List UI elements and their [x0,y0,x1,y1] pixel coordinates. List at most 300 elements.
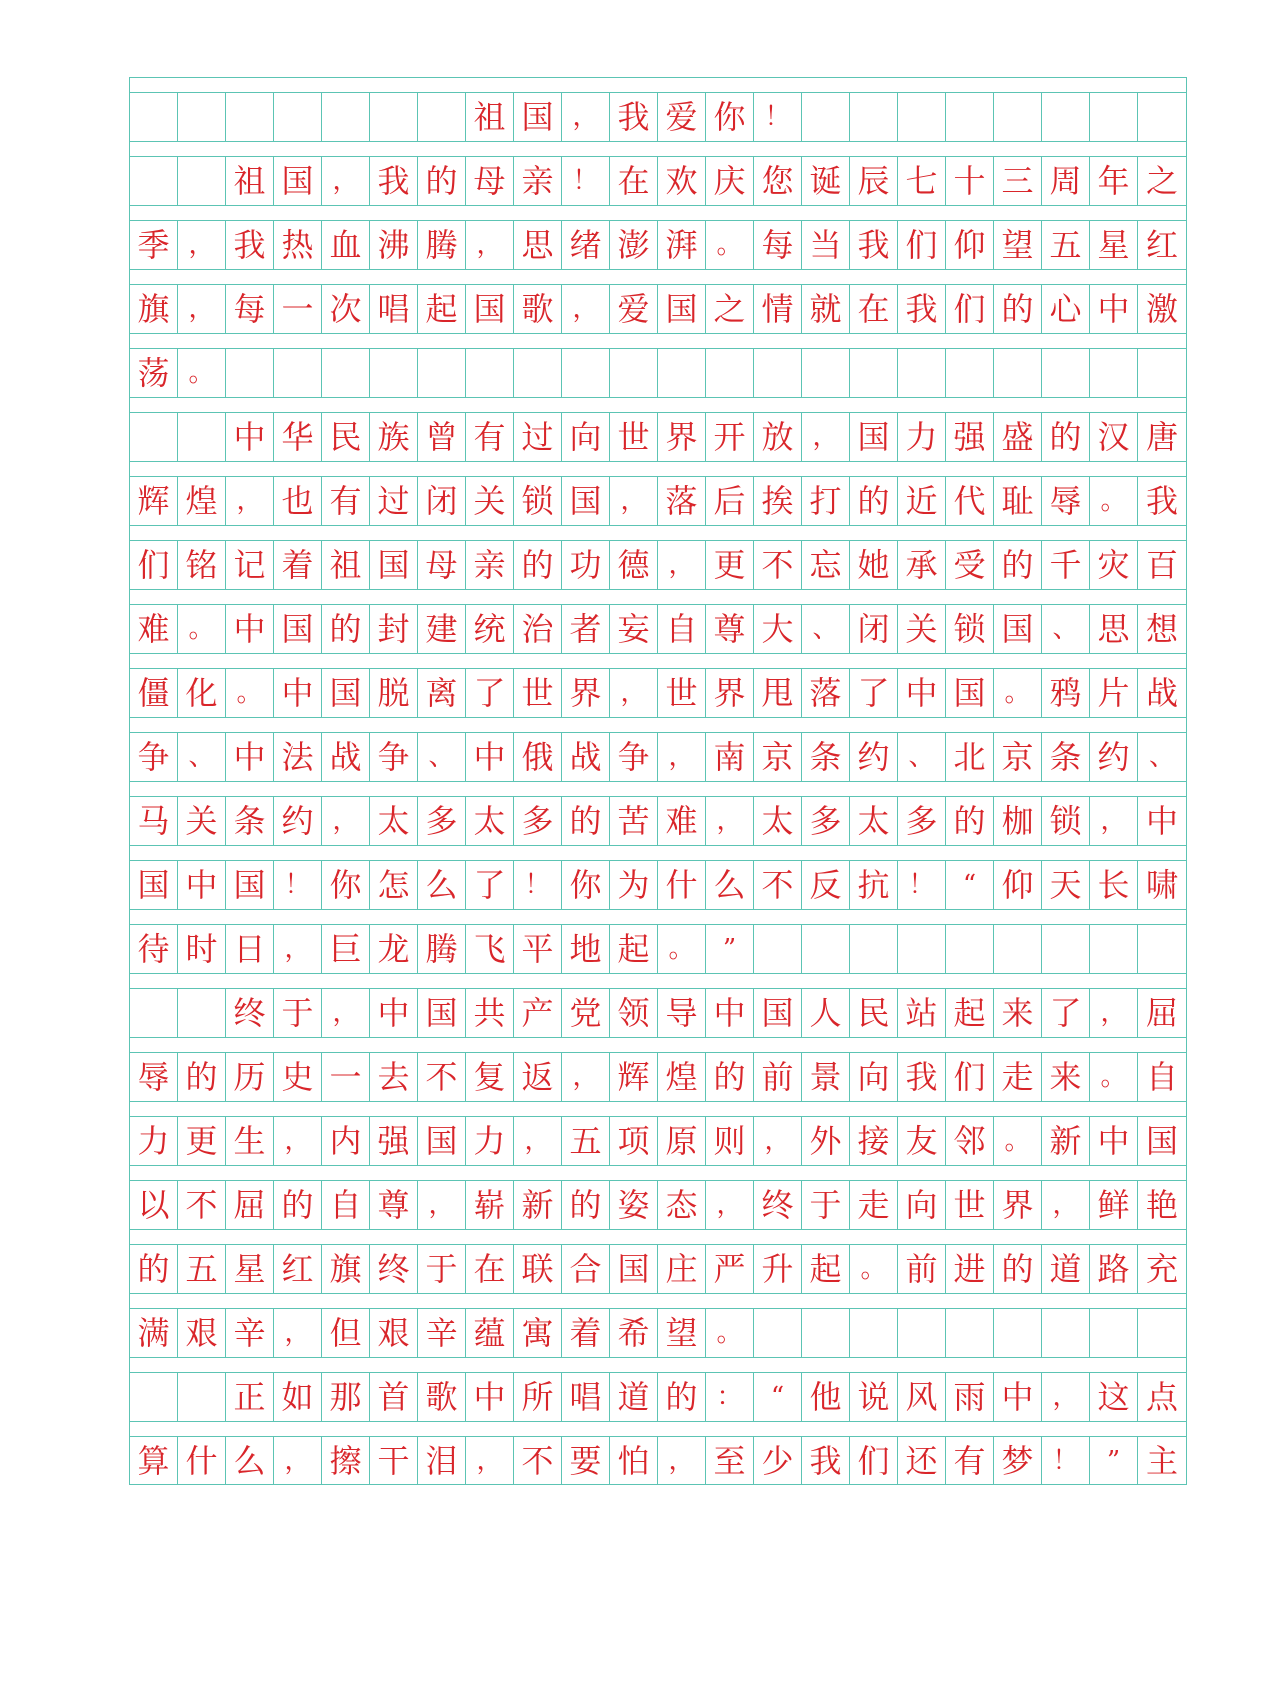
grid-cell: 强 [946,413,994,461]
grid-cell [802,93,850,141]
grid-cell: 希 [610,1309,658,1357]
grid-cell: ， [466,221,514,269]
grid-cell: 主 [1145,1441,1178,1480]
grid-cell: 景 [802,1053,850,1101]
grid-cell: 为 [610,861,658,909]
grid-cell: 的 [850,477,898,525]
grid-cell: 梦 [994,1437,1042,1484]
grid-cell: 你 [706,93,754,141]
grid-cell: 反 [802,861,850,909]
grid-cell: ， [706,1181,754,1229]
grid-cell: 每 [754,221,802,269]
grid-cell: 多 [802,797,850,845]
grid-cell: 辱 [130,1053,178,1101]
grid-cell: 祖 [322,541,370,589]
grid-cell: 仰 [994,861,1042,909]
grid-cell: 崭 [466,1181,514,1229]
grid-cell: 道 [1042,1245,1090,1293]
grid-cell: 的 [274,1181,322,1229]
grid-cell: 条 [802,733,850,781]
grid-cell: 史 [274,1053,322,1101]
grid-cell: 思 [1090,605,1138,653]
grid-cell: 承 [898,541,946,589]
grid-cell: 。 [178,605,226,653]
grid-cell [130,989,178,1037]
grid-cell: 自 [1145,1058,1178,1096]
grid-cell: 辰 [850,157,898,205]
grid-cell: 在 [466,1245,514,1293]
grid-cell: 国 [418,1117,466,1165]
grid-cell: 点 [1145,1378,1178,1416]
grid-cell: 天 [1042,861,1090,909]
grid-cell: 艰 [370,1309,418,1357]
grid-cell: 亲 [466,541,514,589]
grid-cell: 站 [898,989,946,1037]
grid-cell: 中 [1145,802,1178,840]
grid-cell: 当 [802,221,850,269]
grid-cell: ， [1090,989,1138,1037]
grid-cell: 辛 [418,1309,466,1357]
title-row [130,92,1186,141]
grid-cell: 自 [322,1181,370,1229]
grid-cell: 灾 [1090,541,1138,589]
grid-cell: ， [178,221,226,269]
grid-cell: 煌 [178,477,226,525]
grid-cell: 要 [562,1437,610,1484]
grid-cell: 们 [946,285,994,333]
grid-cell: 外 [802,1117,850,1165]
grid-cell: 项 [610,1117,658,1165]
grid-cell [178,1373,226,1421]
grid-cell: 的 [1042,413,1090,461]
grid-cell: 我 [898,1053,946,1101]
grid-cell: ， [418,1181,466,1229]
grid-cell: ， [322,157,370,205]
grid-cell: 么 [418,861,466,909]
grid-cell [1090,925,1138,973]
row-gap [130,589,1186,604]
grid-cell [1090,1309,1138,1357]
grid-cell: 国 [322,669,370,717]
grid-cell: 待 [130,925,178,973]
grid-cell: 起 [610,925,658,973]
grid-cell: 友 [898,1117,946,1165]
text-row [130,924,1186,973]
grid-cell: 国 [226,861,274,909]
grid-cell: 辉 [610,1053,658,1101]
grid-cell: 更 [706,541,754,589]
grid-cell: “ [946,861,994,909]
grid-cell: 法 [274,733,322,781]
grid-cell: ” [1090,1437,1138,1484]
text-row [130,348,1186,397]
grid-cell: 争 [370,733,418,781]
grid-cell: 战 [322,733,370,781]
grid-cell: 的 [418,157,466,205]
grid-cell: 唱 [370,285,418,333]
grid-cell: 国 [562,477,610,525]
row-gap [130,1229,1186,1244]
grid-cell: 合 [562,1245,610,1293]
grid-cell: ， [706,797,754,845]
grid-cell: 耻 [994,477,1042,525]
grid-cell: 红 [1145,226,1178,264]
grid-cell: ， [274,1309,322,1357]
grid-cell: 前 [754,1053,802,1101]
grid-cell: 的 [130,1245,178,1293]
grid-cell: 中 [226,605,274,653]
grid-cell [370,349,418,397]
grid-cell [898,1309,946,1357]
text-row [130,412,1186,461]
grid-cell: 力 [130,1117,178,1165]
grid-cell: 世 [946,1181,994,1229]
grid-cell: 尊 [370,1181,418,1229]
grid-cell: 望 [994,221,1042,269]
grid-cell: 锁 [514,477,562,525]
row-gap [130,1101,1186,1116]
grid-cell: 走 [994,1053,1042,1101]
grid-cell: 百 [1145,546,1178,584]
grid-cell: 片 [1090,669,1138,717]
grid-cell: 祖 [226,157,274,205]
grid-cell: 绪 [562,221,610,269]
grid-cell: 走 [850,1181,898,1229]
grid-cell [994,349,1042,397]
grid-cell: 国 [1145,1122,1178,1160]
grid-cell: 于 [802,1181,850,1229]
grid-cell: 泪 [418,1437,466,1484]
grid-cell: 过 [370,477,418,525]
grid-cell: 爱 [610,285,658,333]
grid-cell: 条 [226,797,274,845]
grid-cell [610,349,658,397]
grid-cell: 充 [1145,1250,1178,1288]
grid-cell: 的 [178,1053,226,1101]
grid-cell: 母 [466,157,514,205]
grid-cell: 我 [370,157,418,205]
row-gap [130,397,1186,412]
grid-cell: 尊 [706,605,754,653]
text-row [130,1372,1186,1421]
grid-cell: 前 [898,1245,946,1293]
grid-cell: 中 [466,733,514,781]
grid-cell: 干 [370,1437,418,1484]
grid-cell: 战 [562,733,610,781]
grid-cell [994,925,1042,973]
grid-cell: 国 [418,989,466,1037]
grid-cell: 鲜 [1090,1181,1138,1229]
grid-cell: 年 [1090,157,1138,205]
grid-cell: 苦 [610,797,658,845]
grid-cell [274,93,322,141]
grid-cell: 历 [226,1053,274,1101]
grid-cell: 怎 [370,861,418,909]
grid-cell: 僵 [130,669,178,717]
grid-cell [226,93,274,141]
grid-cell: 国 [514,93,562,141]
grid-cell: 擦 [322,1437,370,1484]
grid-cell: 辱 [1042,477,1090,525]
grid-cell: 约 [850,733,898,781]
grid-cell: 。 [226,669,274,717]
row-gap [130,141,1186,156]
grid-cell: 庆 [706,157,754,205]
grid-cell: ， [322,797,370,845]
grid-cell: 我 [802,1437,850,1484]
grid-cell: 俄 [514,733,562,781]
grid-cell: 了 [850,669,898,717]
grid-cell: 国 [274,157,322,205]
grid-cell: 新 [1042,1117,1090,1165]
grid-cell: 多 [418,797,466,845]
grid-cell: ， [178,285,226,333]
grid-cell: 季 [130,221,178,269]
grid-cell: 路 [1090,1245,1138,1293]
grid-cell: 落 [802,669,850,717]
manuscript-sheet [129,77,1187,1485]
row-gap [130,77,1186,92]
grid-cell: 后 [706,477,754,525]
grid-cell: ， [514,1117,562,1165]
grid-cell: 不 [754,861,802,909]
grid-cell: 世 [658,669,706,717]
grid-cell: ， [802,413,850,461]
grid-cell: 终 [754,1181,802,1229]
grid-cell: 沸 [370,221,418,269]
grid-cell: 什 [178,1437,226,1484]
grid-cell: 红 [274,1245,322,1293]
text-row [130,476,1186,525]
grid-cell: 湃 [658,221,706,269]
grid-cell: 共 [466,989,514,1037]
grid-cell: 复 [466,1053,514,1101]
grid-cell: 唐 [1145,418,1178,456]
grid-cell: 党 [562,989,610,1037]
grid-cell: 太 [466,797,514,845]
text-row [130,284,1186,333]
grid-cell: ！ [274,861,322,909]
grid-cell: 我 [850,221,898,269]
grid-cell: 怕 [610,1437,658,1484]
grid-cell: 们 [946,1053,994,1101]
grid-cell: 时 [178,925,226,973]
grid-cell: 你 [562,861,610,909]
grid-cell: 荡 [130,349,178,397]
grid-cell [1042,349,1090,397]
grid-cell: 煌 [658,1053,706,1101]
grid-cell: 寓 [514,1309,562,1357]
grid-cell: 的 [994,1245,1042,1293]
grid-cell: 欢 [658,157,706,205]
grid-cell: 热 [274,221,322,269]
grid-cell [1090,93,1138,141]
grid-cell: 盛 [994,413,1042,461]
grid-cell: 中 [226,413,274,461]
grid-cell: ， [754,1117,802,1165]
grid-cell: ， [322,989,370,1037]
grid-cell: ， [562,93,610,141]
grid-cell: 新 [514,1181,562,1229]
grid-cell: ！ [514,861,562,909]
grid-cell: 腾 [418,221,466,269]
grid-cell [850,349,898,397]
grid-cell: 民 [850,989,898,1037]
grid-cell: 京 [994,733,1042,781]
grid-cell: 终 [370,1245,418,1293]
grid-cell: 情 [754,285,802,333]
grid-cell: 受 [946,541,994,589]
grid-cell [994,93,1042,141]
grid-cell: 中 [226,733,274,781]
grid-cell [898,93,946,141]
grid-cell: 我 [610,93,658,141]
text-row [130,732,1186,781]
grid-cell [754,925,802,973]
grid-cell: 去 [370,1053,418,1101]
grid-cell: 生 [226,1117,274,1165]
grid-cell: 了 [466,861,514,909]
grid-cell: 锁 [946,605,994,653]
grid-cell: 太 [370,797,418,845]
grid-cell [322,93,370,141]
grid-cell: 他 [802,1373,850,1421]
grid-cell: 、 [1042,605,1090,653]
row-gap [130,1037,1186,1052]
grid-cell: 世 [610,413,658,461]
grid-cell: 争 [610,733,658,781]
grid-cell: 开 [706,413,754,461]
grid-cell: 向 [850,1053,898,1101]
grid-cell: 激 [1145,290,1178,328]
grid-cell: 之 [1145,162,1178,200]
grid-cell [1042,1309,1090,1357]
grid-cell [1138,1309,1186,1357]
grid-cell: 人 [802,989,850,1037]
grid-cell: 功 [562,541,610,589]
grid-cell: 还 [898,1437,946,1484]
grid-cell: 挨 [754,477,802,525]
grid-cell: 升 [754,1245,802,1293]
text-row [130,796,1186,845]
row-gap [130,1357,1186,1372]
grid-cell: 星 [226,1245,274,1293]
grid-cell [178,413,226,461]
grid-cell: 的 [706,1053,754,1101]
row-gap [130,525,1186,540]
grid-cell: 。 [994,1117,1042,1165]
grid-cell: 地 [562,925,610,973]
grid-cell: 屈 [226,1181,274,1229]
grid-cell: 态 [658,1181,706,1229]
grid-cell: 你 [322,861,370,909]
grid-cell [418,349,466,397]
grid-cell: 少 [754,1437,802,1484]
grid-cell [370,93,418,141]
grid-cell [322,349,370,397]
grid-cell: 唱 [562,1373,610,1421]
grid-cell [1138,93,1186,141]
text-row [130,1052,1186,1101]
grid-cell: 多 [898,797,946,845]
grid-cell: 中 [898,669,946,717]
grid-cell: 近 [898,477,946,525]
grid-cell: ” [706,925,754,973]
grid-cell: 枷 [994,797,1042,845]
grid-cell: ， [1042,1373,1090,1421]
grid-cell: 一 [322,1053,370,1101]
grid-cell: 歌 [514,285,562,333]
grid-cell: 有 [946,1437,994,1484]
grid-cell: 了 [466,669,514,717]
grid-cell: 那 [322,1373,370,1421]
grid-cell: 国 [754,989,802,1037]
grid-cell: 国 [994,605,1042,653]
grid-cell [802,1309,850,1357]
grid-cell: 她 [850,541,898,589]
grid-cell [850,1309,898,1357]
grid-cell: 中 [706,989,754,1037]
grid-cell [1138,349,1186,397]
grid-cell: 京 [754,733,802,781]
grid-cell: ， [1042,1181,1090,1229]
grid-cell: ， [226,477,274,525]
grid-cell: 的 [994,541,1042,589]
grid-cell: 者 [562,605,610,653]
grid-cell: 起 [418,285,466,333]
grid-cell: 七 [898,157,946,205]
text-row [130,988,1186,1037]
grid-cell: 如 [274,1373,322,1421]
grid-cell: 这 [1090,1373,1138,1421]
grid-cell: 力 [466,1117,514,1165]
grid-cell [130,413,178,461]
grid-cell: 代 [946,477,994,525]
grid-cell: 导 [658,989,706,1037]
grid-cell: 返 [514,1053,562,1101]
grid-cell: ， [562,1053,610,1101]
grid-cell: 汉 [1090,413,1138,461]
grid-cell: 们 [130,541,178,589]
grid-cell: 民 [322,413,370,461]
grid-cell: 庄 [658,1245,706,1293]
grid-cell: 中 [178,861,226,909]
grid-cell: 界 [706,669,754,717]
grid-cell: 在 [850,285,898,333]
grid-cell: 不 [514,1437,562,1484]
grid-cell: 忘 [802,541,850,589]
grid-cell: 仰 [946,221,994,269]
grid-cell: 的 [946,797,994,845]
grid-cell: 曾 [418,413,466,461]
row-gap [130,1421,1186,1436]
grid-cell: 界 [658,413,706,461]
grid-cell: 太 [754,797,802,845]
grid-cell: 多 [514,797,562,845]
grid-cell: 长 [1090,861,1138,909]
grid-cell: 、 [898,733,946,781]
grid-cell: 的 [322,605,370,653]
grid-cell: 的 [562,1181,610,1229]
grid-cell: 歌 [418,1373,466,1421]
grid-cell: 。 [1090,1053,1138,1101]
grid-cell: 旗 [322,1245,370,1293]
grid-cell: 邻 [946,1117,994,1165]
grid-cell [466,349,514,397]
row-gap [130,845,1186,860]
grid-cell: 风 [898,1373,946,1421]
grid-cell [850,93,898,141]
